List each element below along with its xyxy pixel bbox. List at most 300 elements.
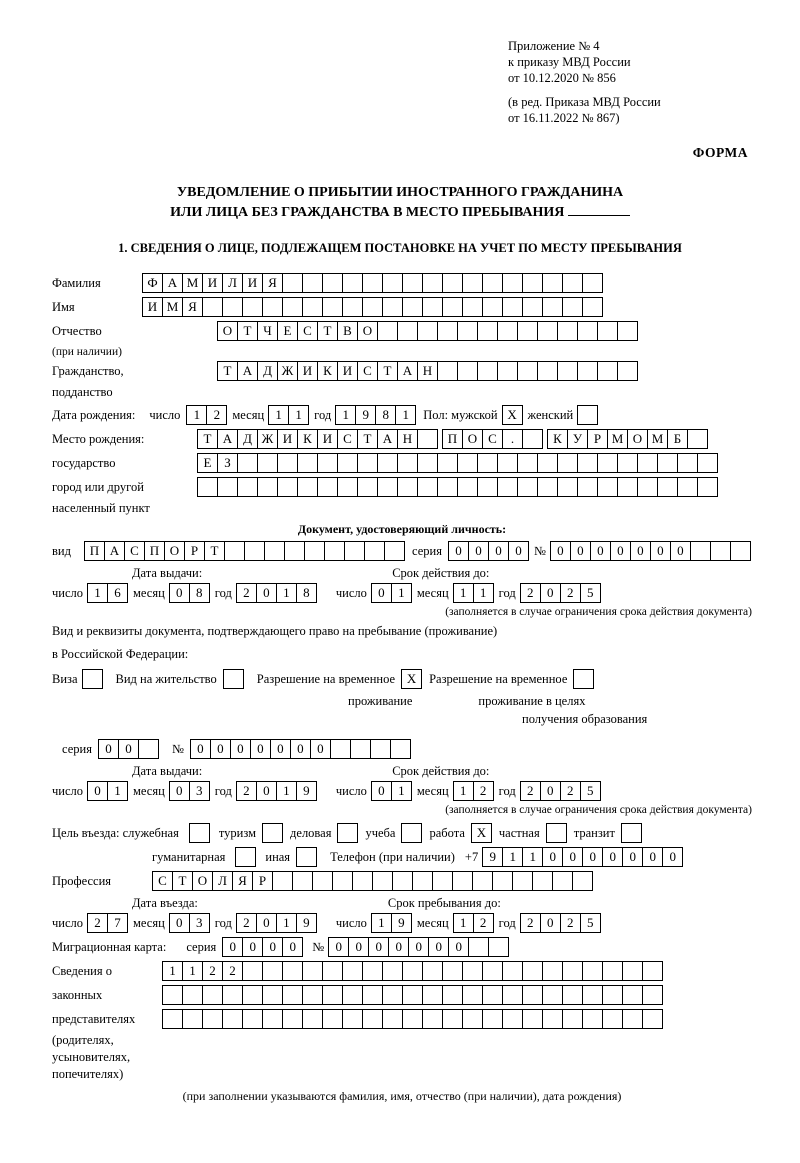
char-cell[interactable]	[417, 321, 438, 341]
char-cell[interactable]: 0	[256, 781, 277, 801]
migration-number-cells[interactable]	[328, 937, 508, 957]
char-cell[interactable]: К	[317, 361, 338, 381]
char-cell[interactable]	[542, 273, 563, 293]
char-cell[interactable]	[402, 1009, 423, 1029]
char-cell[interactable]: Р	[252, 871, 273, 891]
char-cell[interactable]: 1	[276, 583, 297, 603]
char-cell[interactable]: О	[357, 321, 378, 341]
char-cell[interactable]	[582, 985, 603, 1005]
char-cell[interactable]	[302, 273, 323, 293]
char-cell[interactable]: 0	[650, 541, 671, 561]
char-cell[interactable]	[182, 1009, 203, 1029]
char-cell[interactable]	[342, 273, 363, 293]
char-cell[interactable]: И	[337, 361, 358, 381]
char-cell[interactable]	[577, 453, 598, 473]
char-cell[interactable]	[442, 297, 463, 317]
char-cell[interactable]: 0	[222, 937, 243, 957]
char-cell[interactable]: У	[567, 429, 588, 449]
char-cell[interactable]	[332, 871, 353, 891]
char-cell[interactable]	[537, 477, 558, 497]
char-cell[interactable]	[477, 361, 498, 381]
char-cell[interactable]: Е	[277, 321, 298, 341]
char-cell[interactable]	[697, 453, 718, 473]
char-cell[interactable]	[422, 985, 443, 1005]
char-cell[interactable]	[189, 823, 210, 843]
char-cell[interactable]: Н	[397, 429, 418, 449]
char-cell[interactable]	[292, 871, 313, 891]
char-cell[interactable]: И	[297, 361, 318, 381]
char-cell[interactable]	[417, 453, 438, 473]
char-cell[interactable]	[402, 961, 423, 981]
char-cell[interactable]: Д	[237, 429, 258, 449]
profession-cells[interactable]	[152, 871, 592, 891]
citizenship-cells[interactable]	[217, 361, 637, 381]
char-cell[interactable]	[597, 453, 618, 473]
stayuntil-day-cells[interactable]	[371, 913, 411, 933]
char-cell[interactable]	[422, 273, 443, 293]
char-cell[interactable]	[457, 453, 478, 473]
char-cell[interactable]: С	[297, 321, 318, 341]
char-cell[interactable]: 0	[118, 739, 139, 759]
char-cell[interactable]: 1	[453, 781, 474, 801]
char-cell[interactable]	[162, 985, 183, 1005]
char-cell[interactable]	[257, 477, 278, 497]
char-cell[interactable]	[462, 1009, 483, 1029]
char-cell[interactable]: 0	[210, 739, 231, 759]
char-cell[interactable]	[417, 477, 438, 497]
char-cell[interactable]	[537, 453, 558, 473]
char-cell[interactable]: 2	[206, 405, 227, 425]
char-cell[interactable]	[422, 1009, 443, 1029]
char-cell[interactable]	[642, 961, 663, 981]
char-cell[interactable]	[357, 477, 378, 497]
char-cell[interactable]	[322, 961, 343, 981]
char-cell[interactable]	[492, 871, 513, 891]
char-cell[interactable]	[657, 453, 678, 473]
char-cell[interactable]	[442, 961, 463, 981]
char-cell[interactable]	[557, 477, 578, 497]
char-cell[interactable]	[397, 321, 418, 341]
char-cell[interactable]: 1	[268, 405, 289, 425]
char-cell[interactable]: 0	[508, 541, 529, 561]
char-cell[interactable]: Т	[217, 361, 238, 381]
char-cell[interactable]: 2	[520, 913, 541, 933]
char-cell[interactable]	[562, 297, 583, 317]
char-cell[interactable]	[577, 405, 598, 425]
char-cell[interactable]	[217, 477, 238, 497]
char-cell[interactable]	[242, 961, 263, 981]
char-cell[interactable]: И	[202, 273, 223, 293]
char-cell[interactable]	[477, 321, 498, 341]
char-cell[interactable]	[537, 321, 558, 341]
char-cell[interactable]	[382, 273, 403, 293]
char-cell[interactable]: 8	[375, 405, 396, 425]
char-cell[interactable]	[602, 1009, 623, 1029]
char-cell[interactable]: И	[317, 429, 338, 449]
char-cell[interactable]	[442, 1009, 463, 1029]
char-cell[interactable]	[237, 477, 258, 497]
char-cell[interactable]: К	[547, 429, 568, 449]
char-cell[interactable]: О	[462, 429, 483, 449]
char-cell[interactable]: 0	[542, 847, 563, 867]
purpose-business-checkbox[interactable]	[337, 823, 357, 843]
char-cell[interactable]	[497, 321, 518, 341]
char-cell[interactable]: 0	[290, 739, 311, 759]
char-cell[interactable]	[462, 273, 483, 293]
identity-issue-year-cells[interactable]	[236, 583, 316, 603]
purpose-humanitarian-checkbox[interactable]	[235, 847, 255, 867]
char-cell[interactable]	[637, 477, 658, 497]
char-cell[interactable]	[330, 739, 351, 759]
representatives-cells-row1[interactable]	[162, 961, 662, 981]
char-cell[interactable]: 0	[570, 541, 591, 561]
char-cell[interactable]	[284, 541, 305, 561]
char-cell[interactable]	[557, 453, 578, 473]
char-cell[interactable]	[472, 871, 493, 891]
char-cell[interactable]: 2	[473, 781, 494, 801]
char-cell[interactable]	[322, 297, 343, 317]
char-cell[interactable]	[342, 1009, 363, 1029]
char-cell[interactable]	[342, 961, 363, 981]
char-cell[interactable]	[710, 541, 731, 561]
char-cell[interactable]: Ж	[277, 361, 298, 381]
surname-cells[interactable]	[142, 273, 602, 293]
purpose-study-checkbox[interactable]	[401, 823, 421, 843]
char-cell[interactable]	[621, 823, 642, 843]
char-cell[interactable]: 8	[189, 583, 210, 603]
char-cell[interactable]: Ф	[142, 273, 163, 293]
char-cell[interactable]	[642, 985, 663, 1005]
char-cell[interactable]	[562, 985, 583, 1005]
char-cell[interactable]: 0	[610, 541, 631, 561]
char-cell[interactable]: З	[217, 453, 238, 473]
char-cell[interactable]	[322, 985, 343, 1005]
char-cell[interactable]	[482, 1009, 503, 1029]
char-cell[interactable]: 1	[371, 913, 392, 933]
char-cell[interactable]: X	[471, 823, 492, 843]
char-cell[interactable]: П	[144, 541, 165, 561]
char-cell[interactable]	[522, 273, 543, 293]
char-cell[interactable]: 0	[540, 913, 561, 933]
char-cell[interactable]: 2	[560, 913, 581, 933]
char-cell[interactable]: 5	[580, 583, 601, 603]
char-cell[interactable]	[432, 871, 453, 891]
char-cell[interactable]	[482, 297, 503, 317]
char-cell[interactable]: 1	[288, 405, 309, 425]
name-cells[interactable]	[142, 297, 602, 317]
char-cell[interactable]	[282, 273, 303, 293]
char-cell[interactable]	[392, 871, 413, 891]
char-cell[interactable]	[257, 453, 278, 473]
char-cell[interactable]: 0	[98, 739, 119, 759]
char-cell[interactable]	[223, 669, 244, 689]
char-cell[interactable]: М	[162, 297, 183, 317]
char-cell[interactable]	[577, 321, 598, 341]
char-cell[interactable]	[517, 477, 538, 497]
char-cell[interactable]	[532, 871, 553, 891]
identity-issue-month-cells[interactable]	[169, 583, 209, 603]
stay-doc-number-cells[interactable]	[190, 739, 410, 759]
char-cell[interactable]: 1	[453, 913, 474, 933]
char-cell[interactable]: П	[442, 429, 463, 449]
char-cell[interactable]	[412, 871, 433, 891]
char-cell[interactable]	[542, 961, 563, 981]
char-cell[interactable]	[197, 477, 218, 497]
char-cell[interactable]	[297, 453, 318, 473]
edu-residence-checkbox[interactable]	[573, 669, 593, 689]
char-cell[interactable]: П	[84, 541, 105, 561]
char-cell[interactable]: Т	[357, 429, 378, 449]
purpose-other-checkbox[interactable]	[296, 847, 316, 867]
char-cell[interactable]	[302, 297, 323, 317]
stay-until-year-cells[interactable]	[520, 781, 600, 801]
char-cell[interactable]	[502, 297, 523, 317]
sex-male-checkbox[interactable]	[502, 405, 522, 425]
char-cell[interactable]: 0	[540, 781, 561, 801]
patronymic-cells[interactable]	[217, 321, 637, 341]
char-cell[interactable]: X	[502, 405, 523, 425]
entry-year-cells[interactable]	[236, 913, 316, 933]
char-cell[interactable]	[377, 453, 398, 473]
char-cell[interactable]	[402, 297, 423, 317]
char-cell[interactable]	[437, 361, 458, 381]
representatives-cells-row3[interactable]	[162, 1009, 662, 1029]
char-cell[interactable]	[442, 985, 463, 1005]
char-cell[interactable]	[382, 985, 403, 1005]
char-cell[interactable]: X	[401, 669, 422, 689]
char-cell[interactable]: 0	[662, 847, 683, 867]
char-cell[interactable]: 0	[242, 937, 263, 957]
stay-until-day-cells[interactable]	[371, 781, 411, 801]
char-cell[interactable]: С	[357, 361, 378, 381]
char-cell[interactable]	[522, 985, 543, 1005]
purpose-work-checkbox[interactable]	[471, 823, 491, 843]
char-cell[interactable]: С	[482, 429, 503, 449]
char-cell[interactable]: 9	[355, 405, 376, 425]
char-cell[interactable]	[730, 541, 751, 561]
char-cell[interactable]: М	[182, 273, 203, 293]
char-cell[interactable]	[442, 273, 463, 293]
char-cell[interactable]: 1	[276, 913, 297, 933]
char-cell[interactable]: 0	[540, 583, 561, 603]
char-cell[interactable]	[282, 297, 303, 317]
char-cell[interactable]	[382, 297, 403, 317]
char-cell[interactable]: С	[152, 871, 173, 891]
char-cell[interactable]: 1	[395, 405, 416, 425]
char-cell[interactable]	[462, 985, 483, 1005]
char-cell[interactable]: А	[217, 429, 238, 449]
char-cell[interactable]	[622, 961, 643, 981]
stay-doc-series-cells[interactable]	[98, 739, 158, 759]
char-cell[interactable]	[557, 321, 578, 341]
char-cell[interactable]: С	[124, 541, 145, 561]
entry-month-cells[interactable]	[169, 913, 209, 933]
char-cell[interactable]	[477, 453, 498, 473]
char-cell[interactable]	[468, 937, 489, 957]
char-cell[interactable]	[602, 961, 623, 981]
purpose-service-checkbox[interactable]	[189, 823, 209, 843]
char-cell[interactable]	[297, 477, 318, 497]
purpose-tourism-checkbox[interactable]	[262, 823, 282, 843]
char-cell[interactable]: 2	[560, 583, 581, 603]
char-cell[interactable]: О	[627, 429, 648, 449]
char-cell[interactable]	[502, 961, 523, 981]
stay-issue-year-cells[interactable]	[236, 781, 316, 801]
char-cell[interactable]	[242, 1009, 263, 1029]
char-cell[interactable]: 9	[296, 913, 317, 933]
char-cell[interactable]	[482, 961, 503, 981]
stayuntil-month-cells[interactable]	[453, 913, 493, 933]
identity-until-month-cells[interactable]	[453, 583, 493, 603]
char-cell[interactable]	[462, 297, 483, 317]
char-cell[interactable]	[304, 541, 325, 561]
char-cell[interactable]	[597, 477, 618, 497]
char-cell[interactable]	[582, 1009, 603, 1029]
migration-series-cells[interactable]	[222, 937, 302, 957]
char-cell[interactable]	[357, 453, 378, 473]
char-cell[interactable]	[617, 361, 638, 381]
char-cell[interactable]	[162, 1009, 183, 1029]
char-cell[interactable]: 0	[328, 937, 349, 957]
visa-checkbox[interactable]	[82, 669, 102, 689]
birthplace-cells-row1[interactable]	[197, 429, 707, 449]
char-cell[interactable]: 2	[236, 583, 257, 603]
char-cell[interactable]: Е	[197, 453, 218, 473]
char-cell[interactable]: 2	[202, 961, 223, 981]
char-cell[interactable]	[344, 541, 365, 561]
char-cell[interactable]: 0	[169, 781, 190, 801]
char-cell[interactable]: 1	[453, 583, 474, 603]
char-cell[interactable]: 2	[236, 781, 257, 801]
char-cell[interactable]: 9	[296, 781, 317, 801]
stayuntil-year-cells[interactable]	[520, 913, 600, 933]
char-cell[interactable]	[342, 985, 363, 1005]
char-cell[interactable]: Т	[204, 541, 225, 561]
char-cell[interactable]	[462, 961, 483, 981]
char-cell[interactable]: 2	[520, 781, 541, 801]
char-cell[interactable]	[437, 453, 458, 473]
char-cell[interactable]	[302, 1009, 323, 1029]
char-cell[interactable]: 0	[256, 583, 277, 603]
char-cell[interactable]	[302, 985, 323, 1005]
char-cell[interactable]	[422, 297, 443, 317]
char-cell[interactable]	[512, 871, 533, 891]
char-cell[interactable]	[262, 823, 283, 843]
char-cell[interactable]: Т	[237, 321, 258, 341]
char-cell[interactable]: 1	[186, 405, 207, 425]
char-cell[interactable]	[397, 477, 418, 497]
char-cell[interactable]	[690, 541, 711, 561]
char-cell[interactable]: 1	[335, 405, 356, 425]
char-cell[interactable]	[497, 453, 518, 473]
char-cell[interactable]: 0	[408, 937, 429, 957]
char-cell[interactable]: 0	[642, 847, 663, 867]
char-cell[interactable]: 0	[428, 937, 449, 957]
char-cell[interactable]: 2	[473, 913, 494, 933]
char-cell[interactable]	[522, 297, 543, 317]
char-cell[interactable]	[242, 297, 263, 317]
char-cell[interactable]: Т	[172, 871, 193, 891]
char-cell[interactable]	[697, 477, 718, 497]
char-cell[interactable]	[322, 273, 343, 293]
temp-residence-checkbox[interactable]	[401, 669, 421, 689]
char-cell[interactable]	[617, 477, 638, 497]
char-cell[interactable]: А	[162, 273, 183, 293]
char-cell[interactable]	[542, 297, 563, 317]
char-cell[interactable]: 2	[560, 781, 581, 801]
char-cell[interactable]: 1	[391, 781, 412, 801]
char-cell[interactable]: О	[164, 541, 185, 561]
char-cell[interactable]: 0	[371, 583, 392, 603]
char-cell[interactable]: 0	[550, 541, 571, 561]
char-cell[interactable]: 2	[520, 583, 541, 603]
char-cell[interactable]: 0	[562, 847, 583, 867]
identity-until-day-cells[interactable]	[371, 583, 411, 603]
char-cell[interactable]: 0	[670, 541, 691, 561]
char-cell[interactable]: 0	[630, 541, 651, 561]
char-cell[interactable]	[522, 429, 543, 449]
char-cell[interactable]: Л	[212, 871, 233, 891]
identity-doc-number-cells[interactable]	[550, 541, 750, 561]
char-cell[interactable]: Д	[257, 361, 278, 381]
char-cell[interactable]: 0	[169, 913, 190, 933]
char-cell[interactable]: А	[377, 429, 398, 449]
char-cell[interactable]: 1	[473, 583, 494, 603]
char-cell[interactable]: 0	[256, 913, 277, 933]
char-cell[interactable]	[377, 321, 398, 341]
char-cell[interactable]	[562, 273, 583, 293]
char-cell[interactable]	[202, 1009, 223, 1029]
char-cell[interactable]	[402, 985, 423, 1005]
char-cell[interactable]: В	[337, 321, 358, 341]
char-cell[interactable]	[372, 871, 393, 891]
char-cell[interactable]: 0	[488, 541, 509, 561]
char-cell[interactable]	[577, 477, 598, 497]
char-cell[interactable]	[282, 985, 303, 1005]
char-cell[interactable]: Я	[182, 297, 203, 317]
char-cell[interactable]	[362, 961, 383, 981]
char-cell[interactable]	[622, 985, 643, 1005]
char-cell[interactable]: 1	[522, 847, 543, 867]
sex-female-checkbox[interactable]	[577, 405, 597, 425]
char-cell[interactable]: 0	[468, 541, 489, 561]
char-cell[interactable]: 0	[282, 937, 303, 957]
char-cell[interactable]	[364, 541, 385, 561]
char-cell[interactable]	[457, 361, 478, 381]
char-cell[interactable]	[582, 297, 603, 317]
char-cell[interactable]	[542, 985, 563, 1005]
char-cell[interactable]: 9	[391, 913, 412, 933]
char-cell[interactable]	[482, 985, 503, 1005]
char-cell[interactable]: 0	[262, 937, 283, 957]
char-cell[interactable]	[457, 477, 478, 497]
char-cell[interactable]	[235, 847, 256, 867]
char-cell[interactable]	[262, 985, 283, 1005]
char-cell[interactable]	[350, 739, 371, 759]
char-cell[interactable]	[242, 985, 263, 1005]
char-cell[interactable]: 1	[502, 847, 523, 867]
char-cell[interactable]	[657, 477, 678, 497]
char-cell[interactable]	[582, 273, 603, 293]
char-cell[interactable]	[312, 871, 333, 891]
char-cell[interactable]: 5	[580, 913, 601, 933]
char-cell[interactable]	[546, 823, 567, 843]
char-cell[interactable]	[362, 297, 383, 317]
char-cell[interactable]	[437, 477, 458, 497]
purpose-transit-checkbox[interactable]	[621, 823, 641, 843]
char-cell[interactable]: 9	[482, 847, 503, 867]
char-cell[interactable]	[497, 361, 518, 381]
